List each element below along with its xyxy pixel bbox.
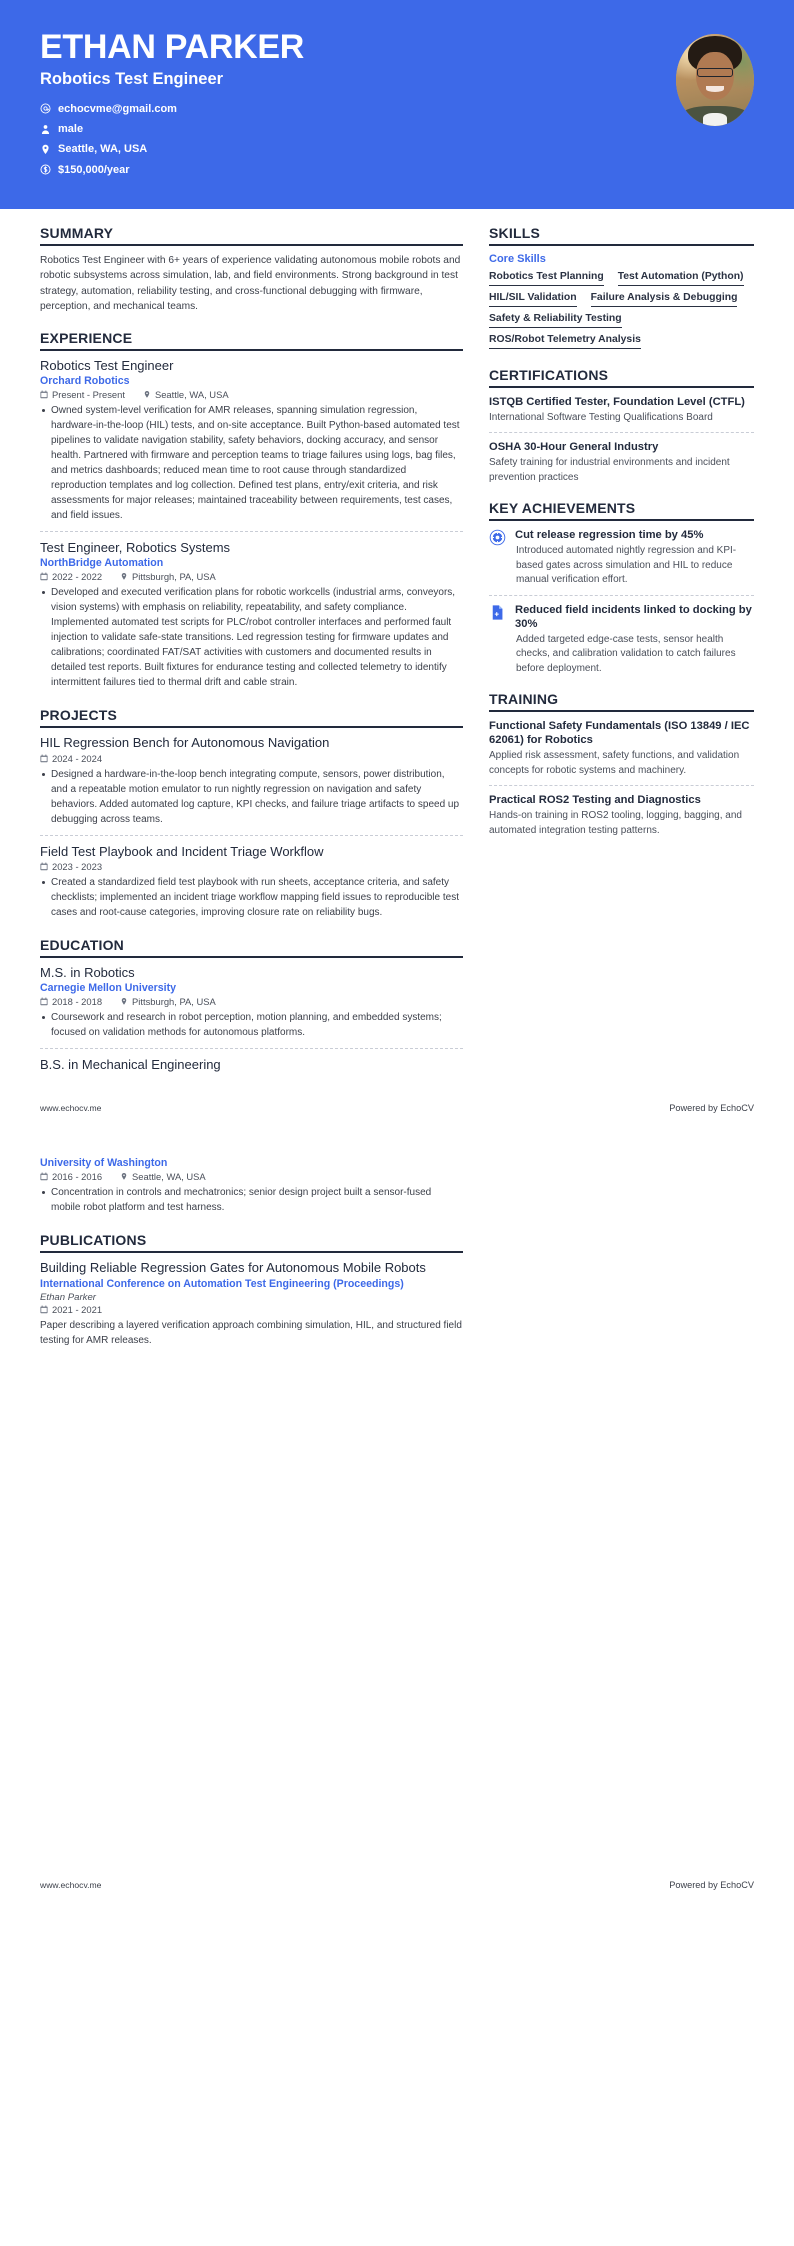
contact-email[interactable] — [40, 102, 280, 116]
section-skills — [489, 225, 754, 352]
certification-item — [489, 440, 754, 485]
calendar-icon — [40, 862, 48, 871]
contact-email-text: echocvme@gmail.com — [58, 102, 177, 115]
achievement-title: Cut release regression time by 45% — [515, 529, 704, 542]
job-dates — [40, 571, 102, 582]
job-bullets — [40, 403, 463, 523]
training-item — [489, 719, 754, 786]
skill-tag: ROS/Robot Telemetry Analysis — [489, 331, 641, 349]
job-bullets — [40, 585, 463, 690]
achievement-title: Reduced field incidents linked to docking by 30% — [515, 603, 752, 630]
skill-tag: Test Automation (Python) — [618, 268, 744, 286]
project-dates — [40, 753, 102, 764]
publication-dates-text: 2021 - 2021 — [52, 1303, 103, 1315]
training-heading: TRAINING — [489, 691, 754, 712]
section-training — [489, 691, 754, 838]
skill-tag: Failure Analysis & Debugging — [591, 289, 738, 307]
skill-tag: Robotics Test Planning — [489, 268, 604, 286]
summary-heading: SUMMARY — [40, 225, 463, 246]
achievement-description: Introduced automated nightly regression and KPI-based gates across simulation and HIL to reduce manual verification effort. — [516, 545, 737, 586]
footer-brand: Powered by EchoCV — [669, 1879, 754, 1890]
project-bullet: Created a standardized field test playbook with run sheets, acceptance criteria, and safety checklists; implemented an incident triage workflow mapping field issues to reproducible test cases and root-cause categories, improving closure rate on reliability bugs. — [40, 875, 463, 920]
section-experience — [40, 330, 463, 693]
calendar-icon — [40, 754, 48, 763]
certification-item — [489, 395, 754, 434]
section-projects — [40, 707, 463, 922]
contact-location — [40, 142, 280, 156]
section-certifications — [489, 367, 754, 486]
project-dates-text: 2023 - 2023 — [52, 860, 103, 872]
candidate-role: Robotics Test Engineer — [40, 69, 224, 88]
education-meta — [40, 996, 463, 1007]
training-description: Applied risk assessment, safety functions, and validation concepts for robotic systems and machinery. — [489, 750, 740, 776]
candidate-name: ETHAN PARKER — [40, 28, 305, 66]
project-title: Field Test Playbook and Incident Triage Workflow — [40, 843, 324, 859]
training-title: Functional Safety Fundamentals (ISO 13849 / IEC 62061) for Robotics — [489, 720, 750, 747]
training-title: Practical ROS2 Testing and Diagnostics — [489, 794, 701, 807]
publications-heading: PUBLICATIONS — [40, 1232, 463, 1253]
calendar-icon — [40, 1305, 48, 1314]
project-dates — [40, 861, 102, 872]
certification-title: ISTQB Certified Tester, Foundation Level (CTFL) — [489, 395, 745, 408]
footer-brand: Powered by EchoCV — [669, 1103, 754, 1114]
contact-salary — [40, 163, 280, 177]
left-column — [40, 225, 463, 1092]
left-column-continued — [40, 1157, 463, 1364]
school-name[interactable]: University of Washington — [40, 1157, 168, 1170]
resume-header — [0, 0, 794, 209]
education-location-text: Pittsburgh, PA, USA — [132, 996, 216, 1008]
experience-heading: EXPERIENCE — [40, 330, 463, 351]
projects-heading: PROJECTS — [40, 707, 463, 728]
project-item — [40, 735, 463, 835]
degree-title: M.S. in Robotics — [40, 964, 135, 980]
job-meta — [40, 389, 463, 400]
resume-body-continued — [0, 1157, 794, 1364]
resume-body — [0, 209, 794, 1092]
project-bullets — [40, 875, 463, 920]
education-bullets — [40, 1010, 463, 1040]
job-dates-text: 2022 - 2022 — [52, 571, 103, 583]
certification-title: OSHA 30-Hour General Industry — [489, 441, 659, 454]
achievement-description: Added targeted edge-case tests, sensor health checks, and calibration validation to catch failures before deployment. — [516, 633, 736, 674]
publication-dates — [40, 1304, 102, 1315]
contact-gender-text: male — [58, 122, 84, 135]
experience-item — [40, 540, 463, 692]
education-item — [40, 1157, 463, 1217]
job-location-text: Pittsburgh, PA, USA — [132, 571, 216, 583]
skill-tag: HIL/SIL Validation — [489, 289, 577, 307]
publication-meta — [40, 1304, 463, 1315]
project-meta — [40, 861, 463, 872]
school-name[interactable]: Carnegie Mellon University — [40, 982, 176, 995]
publication-item — [40, 1260, 463, 1349]
job-dates — [40, 389, 125, 400]
education-location-text: Seattle, WA, USA — [132, 1171, 206, 1183]
location-pin-icon — [143, 390, 151, 399]
education-heading: EDUCATION — [40, 937, 463, 958]
certification-issuer: Safety training for industrial environments and incident prevention practices — [489, 457, 730, 483]
training-description: Hands-on training in ROS2 tooling, logging, bagging, and automated integration testing patterns. — [489, 810, 742, 836]
project-item — [40, 844, 463, 922]
contact-gender — [40, 122, 280, 136]
file-plus-icon — [489, 604, 506, 621]
contact-salary-text: $150,000/year — [58, 163, 130, 176]
avatar — [676, 34, 754, 126]
publication-title: Building Reliable Regression Gates for Autonomous Mobile Robots — [40, 1260, 426, 1276]
publication-venue[interactable]: International Conference on Automation Test Engineering (Proceedings) — [40, 1277, 404, 1290]
job-title: Robotics Test Engineer — [40, 357, 174, 373]
gear-badge-icon — [489, 529, 506, 546]
company-name[interactable]: NorthBridge Automation — [40, 557, 164, 570]
job-bullet: Owned system-level verification for AMR releases, spanning simulation regression, hardware-in-the-loop (HIL) tests, and on-site acceptance. Built Python-based automated test pipelines to validate navigation stability, safety behaviors, docking accuracy, and sensor health. Partnered with firmware and perception teams to triage failures using logs, bag files, and metrics dashboards; reduced mean time to root cause through standardized reproduction templates and log collection. Defined test plans, entry/exit criteria, and risk assessments for major releases; maintained traceability between requirements, test cases, and field issues. — [40, 403, 463, 523]
section-publications — [40, 1232, 463, 1349]
location-pin-icon — [120, 997, 128, 1006]
job-location — [143, 389, 229, 400]
achievements-heading: KEY ACHIEVEMENTS — [489, 500, 754, 521]
education-item — [40, 965, 463, 1049]
job-meta — [40, 571, 463, 582]
degree-title: B.S. in Mechanical Engineering — [40, 1057, 221, 1073]
skills-heading: SKILLS — [489, 225, 754, 246]
right-column — [489, 225, 754, 854]
email-icon — [40, 103, 51, 114]
footer-site[interactable]: www.echocv.me — [40, 1103, 102, 1114]
project-bullet: Designed a hardware-in-the-loop bench integrating compute, sensors, power distribution, and a repeatable motion emulator to run nightly regression on navigation and safety behaviors. Added automated log capture, KPI checks, and failure triage artifacts to speed up debugging across teams. — [40, 767, 463, 827]
education-item — [40, 1057, 463, 1076]
certifications-heading: CERTIFICATIONS — [489, 367, 754, 388]
page-break — [0, 1113, 794, 1157]
job-bullet: Developed and executed verification plans for robotic workcells (industrial arms, conveyors, vision systems) with emphasis on reliability, repeatability, and safety compliance. Implemented automated test scripts for PLC/robot controller interfaces and performed fault injection to validate safe-state transitions. Led regression testing for firmware updates and calibrations; coordinated FAT/SAT activities with customers and documented results in detailed test reports. Built fixtures for endurance testing and collected telemetry to identify intermittent failures tied to thermal drift and cable strain. — [40, 585, 463, 690]
achievement-item — [489, 528, 754, 596]
education-dates-text: 2016 - 2016 — [52, 1171, 103, 1183]
education-bullets — [40, 1185, 463, 1215]
publication-author: Ethan Parker — [40, 1291, 96, 1303]
summary-text: Robotics Test Engineer with 6+ years of experience validating autonomous mobile robots and robotic subsystems across simulation, lab, and field environments. Strong background in test strategy, automation, reliability testing, and cross-functional debugging with firmware, perception, and mechanical teams. — [40, 254, 461, 313]
page-footer — [0, 1880, 794, 1890]
skill-tag-list — [489, 268, 754, 352]
contact-details — [40, 102, 510, 183]
calendar-icon — [40, 572, 48, 581]
calendar-icon — [40, 390, 48, 399]
education-dates — [40, 996, 102, 1007]
location-pin-icon — [120, 572, 128, 581]
training-item — [489, 793, 754, 838]
education-dates-text: 2018 - 2018 — [52, 996, 103, 1008]
calendar-icon — [40, 997, 48, 1006]
certification-issuer: International Software Testing Qualifications Board — [489, 411, 713, 423]
calendar-icon — [40, 1172, 48, 1181]
section-education — [40, 937, 463, 1077]
company-name[interactable]: Orchard Robotics — [40, 375, 130, 388]
skill-tag: Safety & Reliability Testing — [489, 310, 622, 328]
job-location-text: Seattle, WA, USA — [154, 389, 229, 401]
education-bullet: Coursework and research in robot perception, motion planning, and embedded systems; focused on validation methods for autonomous platforms. — [40, 1010, 463, 1040]
education-meta — [40, 1171, 463, 1182]
section-education-continued — [40, 1157, 463, 1217]
experience-item — [40, 358, 463, 532]
skills-group-label: Core Skills — [489, 252, 546, 265]
page-footer — [0, 1103, 794, 1113]
job-title: Test Engineer, Robotics Systems — [40, 540, 231, 556]
project-bullets — [40, 767, 463, 827]
section-key-achievements — [489, 500, 754, 676]
project-title: HIL Regression Bench for Autonomous Navigation — [40, 735, 330, 751]
person-icon — [40, 124, 51, 135]
publication-description: Paper describing a layered verification approach combining simulation, HIL, and structured field testing for AMR releases. — [40, 1319, 462, 1346]
project-dates-text: 2024 - 2024 — [52, 752, 103, 764]
salary-icon — [40, 164, 51, 175]
section-summary — [40, 225, 463, 315]
job-location — [120, 571, 216, 582]
location-pin-icon — [40, 144, 51, 155]
job-dates-text: Present - Present — [52, 389, 125, 401]
page-bottom-space — [0, 1365, 794, 1880]
footer-site[interactable]: www.echocv.me — [40, 1879, 102, 1890]
contact-location-text: Seattle, WA, USA — [58, 143, 148, 156]
project-meta — [40, 753, 463, 764]
education-bullet: Concentration in controls and mechatronics; senior design project built a sensor-fused mobile robot platform and test harness. — [40, 1185, 463, 1215]
achievement-item — [489, 603, 754, 677]
location-pin-icon — [120, 1172, 128, 1181]
education-dates — [40, 1171, 102, 1182]
education-location — [120, 1171, 206, 1182]
education-location — [120, 996, 216, 1007]
